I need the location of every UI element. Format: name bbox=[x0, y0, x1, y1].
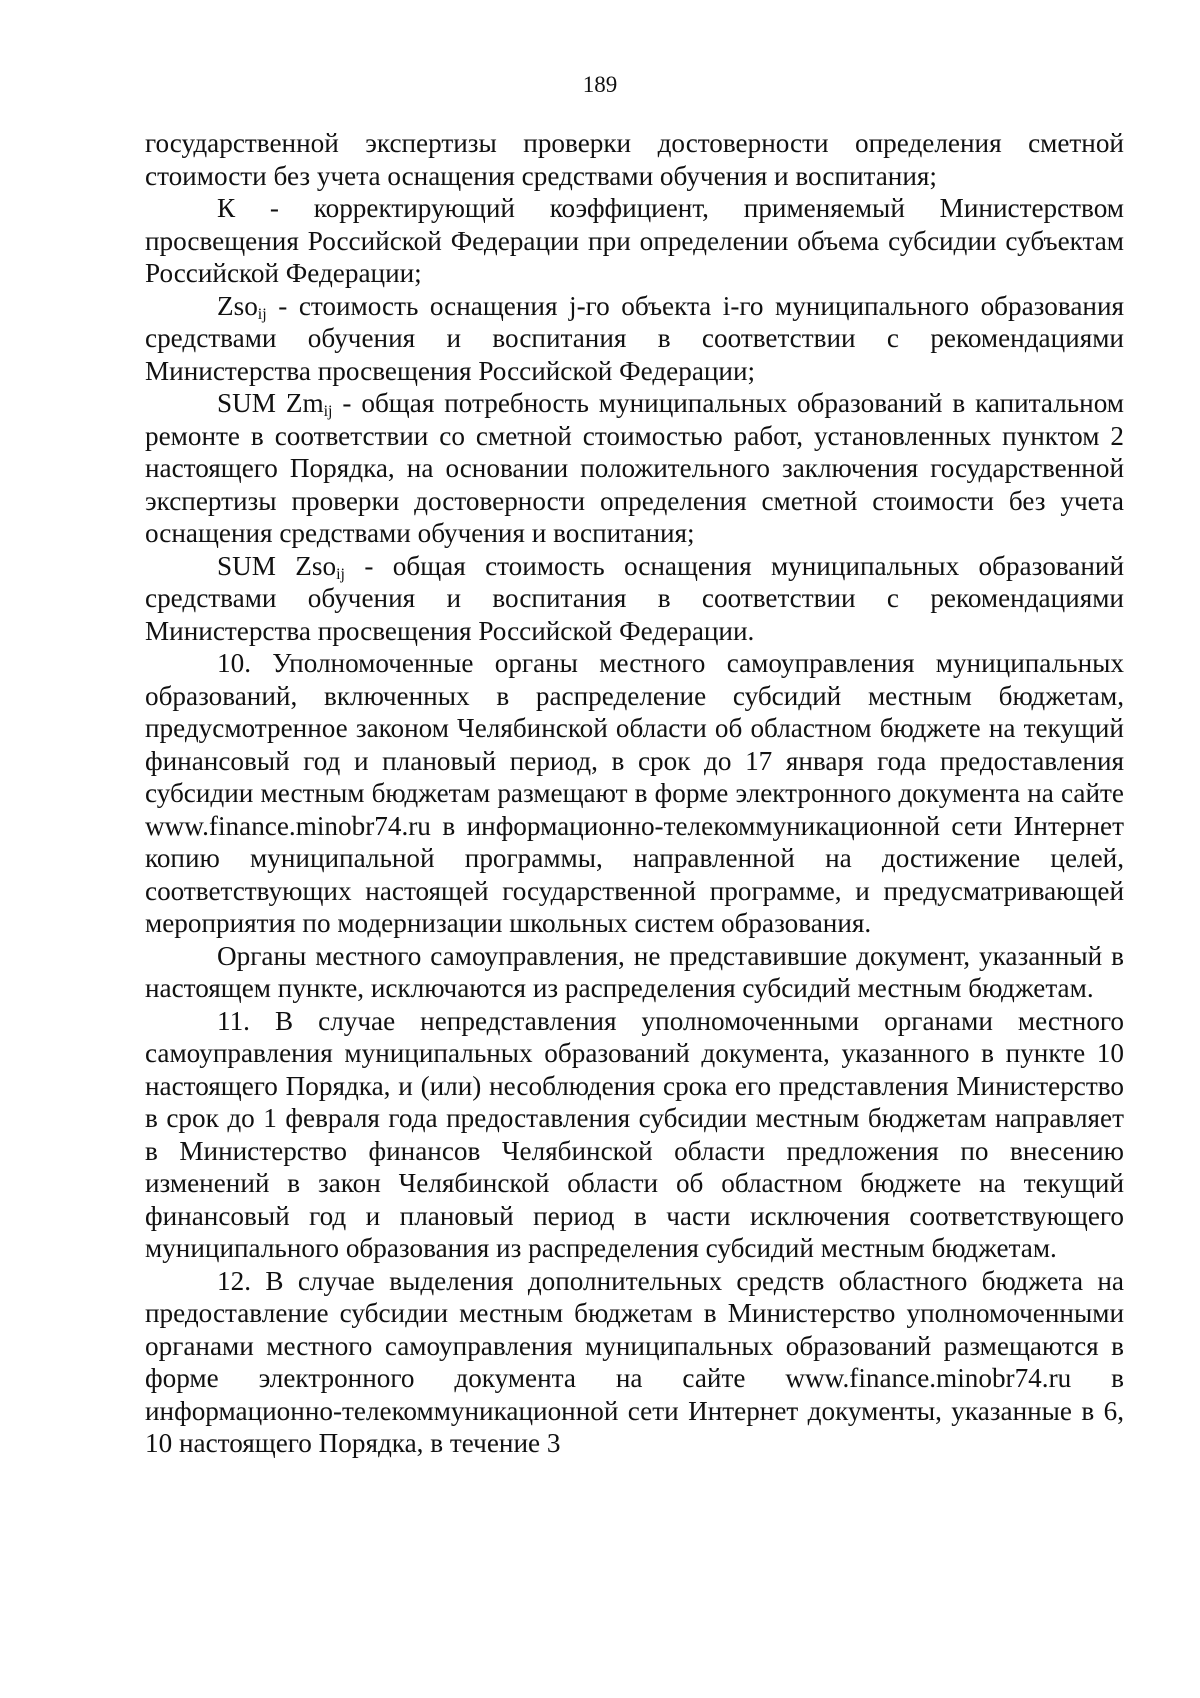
term-sum-zm: SUM $Zm_{ij}$ bbox=[217, 388, 333, 420]
paragraph-definition-k: К - корректирующий коэффициент, применяемый Министерством просвещения Российской Федерации при определении объема субсидии субъектам Российской Федерации; bbox=[145, 193, 1124, 288]
paragraph-clause-10-note: Органы местного самоуправления, не представившие документ, указанный в настоящем пункте, исключаются из распределения субсидий местным бюджетам. bbox=[145, 940, 1124, 1003]
paragraph-definition-zso bbox=[145, 290, 1124, 388]
paragraph-clause-10: 10. Уполномоченные органы местного самоуправления муниципальных образований, включенных в распределение субсидий местным бюджетам, предусмотренное законом Челябинской области об областном бюджете на текущий финансовый год и плановый период, в срок до 17 января года предоставления субсидии местным бюджетам размещают в форме электронного документа на сайте www.finance.minobr74.ru в информационно-телекоммуникационной сети Интернет копию муниципальной программы, направленной на достижение целей, соответствующих настоящей государственной программе, и предусматривающей мероприятия по модернизации школьных систем образования. bbox=[145, 648, 1124, 938]
paragraph-continuation: государственной экспертизы проверки достоверности определения сметной стоимости без учета оснащения средствами обучения и воспитания; bbox=[145, 128, 1124, 191]
definition-text-zso: - стоимость оснащения j-го объекта i-го муниципального образования средствами обучения и воспитания в соответствии с рекомендациями Министерства просвещения Российской Федерации; bbox=[145, 290, 1124, 386]
definition-text-sum-zso: - общая стоимость оснащения муниципальных образований средствами обучения и воспитания в соответствии с рекомендациями Министерства просвещения Российской Федерации. bbox=[145, 550, 1124, 646]
page-number: 189 bbox=[582, 72, 618, 97]
paragraph-definition-sum-zm bbox=[145, 387, 1124, 550]
definition-text-sum-zm: - общая потребность муниципальных образований в капитальном ремонте в соответствии со сметной стоимостью работ, установленных пунктом 2 настоящего Порядка, на основании положительного заключения государственной экспертизы проверки достоверности определения сметной стоимости без учета оснащения средствами обучения и воспитания; bbox=[145, 388, 1125, 548]
paragraph-clause-12: 12. В случае выделения дополнительных средств областного бюджета на предоставление субсидии местным бюджетам в Министерство уполномоченными органами местного самоуправления муниципальных образований размещаются в форме электронного документа на сайте www.finance.minobr74.ru в информационно-телекоммуникационной сети Интернет документы, указанные в 6, 10 настоящего Порядка, в течение 3 bbox=[145, 1265, 1124, 1458]
document-body bbox=[145, 127, 1124, 1460]
paragraph-definition-sum-zso bbox=[145, 550, 1124, 648]
term-sum-zso: SUM Zso$_{ij}$ bbox=[217, 550, 345, 583]
term-zso: Zso$_{ij}$ bbox=[217, 290, 267, 323]
paragraph-clause-11: 11. В случае непредставления уполномоченными органами местного самоуправления муниципальных образований документа, указанного в пункте 10 настоящего Порядка, и (или) несоблюдения срока его представления Министерство в срок до 1 февраля года предоставления субсидии местным бюджетам направляет в Министерство финансов Челябинской области предложения по внесению изменений в закон Челябинской области об областном бюджете на текущий финансовый год и плановый период в части исключения соответствующего муниципального образования из распределения субсидий местным бюджетам. bbox=[145, 1005, 1124, 1263]
